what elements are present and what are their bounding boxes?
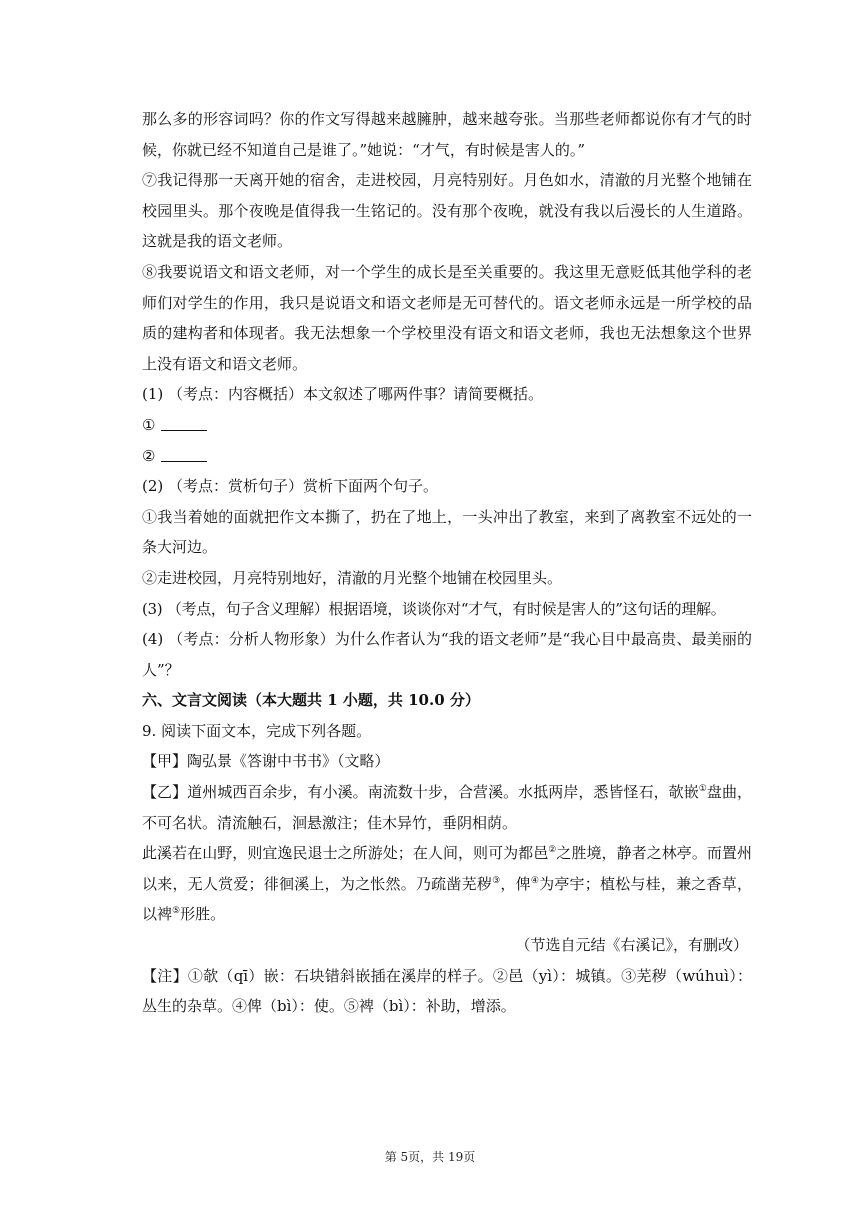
text-jia: 【甲】陶弘景《答谢中书书》（文略） [142,752,390,771]
answer-marker: ② [142,446,156,465]
question-4: (4) （考点：分析人物形象）为什么作者认为“我的语文老师”是“我心目中最高贵、最美丽的人”？ [142,630,752,679]
answer-marker: ① [142,415,156,434]
text-yi: 【乙】道州城西百余步，有小溪。南流数十步，合营溪。水抵两岸，悉皆怪石，欹嵌①盘曲，不可名状。清流触石，洄悬激注；佳木异竹，垂阴相荫。 [142,783,752,832]
footnote-ref-1: ① [698,784,707,795]
question-9: 9. 阅读下面文本，完成下列各题。 [142,721,372,740]
question-2-sentence-a: ①我当着她的面就把作文本撕了，扔在了地上，一头冲出了教室，来到了离教室不远处的一条大河边。 [142,507,752,557]
question-2: (2) （考点：赏析句子）赏析下面两个句子。 [142,477,439,496]
answer-blank-1a[interactable] [161,416,207,431]
footnote-ref-5: ⑤ [172,906,181,917]
text-yi-paragraph-2: 此溪若在山野，则宜逸民退士之所游处；在人间，则可为都邑②之胜境，静者之林亭。而置州以来，无人赏爱；徘徊溪上，为之怅然。乃疏凿芜秽③，俾④为亭宇；植松与桂，兼之香草，以裨⑤形胜。 [142,844,752,924]
question-2-sentence-b: ②走进校园，月亮特别地好，清澈的月光整个地铺在校园里头。 [142,568,563,587]
question-3: (3) （考点，句子含义理解）根据语境，谈谈你对“才气，有时候是害人的”这句话的理解。 [142,599,726,618]
section-heading: 六、文言文阅读（本大题共 1 小题，共 10.0 分） [142,691,480,710]
page-footer: 第 5页，共 19页 [384,1150,476,1164]
footnote-ref-2: ② [548,845,557,856]
answer-line-1a [142,410,752,441]
passage-paragraph-8: ⑧我要说语文和语文老师，对一个学生的成长是至关重要的。我这里无意贬低其他学科的老师们对学生的作用，我只是说语文和语文老师是无可替代的。语文老师永远是一所学校的品质的建构者和体现者。我无法想象一个学校里没有语文和语文老师，我也无法想象这个世界上没有语文和语文老师。 [142,262,752,373]
page-content [142,104,752,1022]
footnote-ref-3: ③ [492,875,501,886]
answer-line-1b [142,441,752,472]
passage-paragraph-7: ⑦我记得那一天离开她的宿舍，走进校园，月亮特别好。月色如水，清澈的月光整个地铺在校园里头。那个夜晚是值得我一生铭记的。没有那个夜晚，就没有我以后漫长的人生道路。这就是我的语文老师。 [142,171,752,251]
passage-paragraph-6-tail: 那么多的形容词吗？你的作文写得越来越臃肿，越来越夸张。当那些老师都说你有才气的时候，你就已经不知道自己是谁了。”她说：“才气，有时候是害人的。” [142,110,752,159]
answer-blank-1b[interactable] [161,447,207,462]
footnote-ref-4: ④ [530,875,540,886]
source-citation: （节选自元结《右溪记》，有删改） [515,936,748,955]
annotation-notes: 【注】①欹（qī）嵌：石块错斜嵌插在溪岸的样子。②邑（yì）：城镇。③芜秽（wúhuì）：丛生的杂草。④俾（bì）：使。⑤裨（bì）：补助，增添。 [142,966,752,1016]
question-1: (1) （考点：内容概括）本文叙述了哪两件事？请简要概括。 [142,385,544,404]
